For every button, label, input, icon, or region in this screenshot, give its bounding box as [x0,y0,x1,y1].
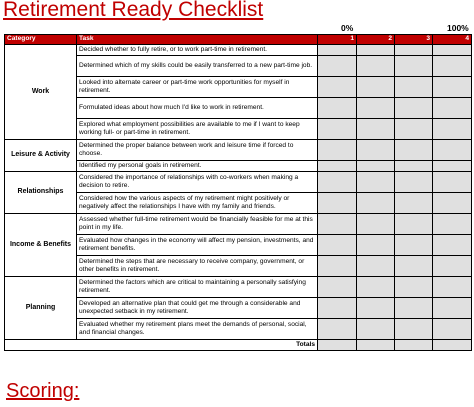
task-cell: Evaluated how changes in the economy will affect my pension, investments, and retirement benefits. [77,235,318,256]
score-cell-4[interactable] [433,161,472,172]
score-cell-4[interactable] [433,45,472,56]
header-col-4: 4 [433,35,472,45]
task-cell: Developed an alternative plan that could get me through a considerable and unexpected setback in my retirement. [77,298,318,319]
scoring-heading: Scoring: [6,380,80,402]
category-cell: Planning [5,277,77,340]
score-cell-1[interactable] [318,277,357,298]
score-cell-1[interactable] [318,319,357,340]
score-cell-2[interactable] [357,45,395,56]
header-col-3: 3 [395,35,433,45]
score-cell-4[interactable] [433,256,472,277]
totals-label: Totals [5,340,318,351]
total-cell-1[interactable] [318,340,357,351]
score-cell-1[interactable] [318,193,357,214]
score-cell-3[interactable] [395,193,433,214]
score-cell-1[interactable] [318,235,357,256]
score-cell-2[interactable] [357,319,395,340]
score-cell-4[interactable] [433,298,472,319]
table-row [5,140,472,161]
score-cell-3[interactable] [395,256,433,277]
task-cell: Formulated ideas about how much I'd like to work in retirement. [77,98,318,119]
totals-row [5,340,472,351]
score-cell-4[interactable] [433,193,472,214]
score-cell-2[interactable] [357,298,395,319]
category-cell: Leisure & Activity [5,140,77,172]
score-cell-4[interactable] [433,277,472,298]
score-cell-3[interactable] [395,235,433,256]
score-cell-3[interactable] [395,98,433,119]
score-cell-2[interactable] [357,235,395,256]
score-cell-1[interactable] [318,140,357,161]
task-cell: Identified my personal goals in retirement. [77,161,318,172]
score-cell-4[interactable] [433,77,472,98]
category-cell: Income & Benefits [5,214,77,277]
category-cell: Relationships [5,172,77,214]
score-cell-4[interactable] [433,119,472,140]
score-cell-3[interactable] [395,214,433,235]
task-cell: Considered the importance of relationships with co-workers when making a decision to retire. [77,172,318,193]
score-cell-4[interactable] [433,172,472,193]
score-cell-1[interactable] [318,119,357,140]
task-cell: Looked into alternate career or part-time work opportunities for myself in retirement. [77,77,318,98]
task-cell: Considered how the various aspects of my retirement might positively or negatively affect the relationships I have with my family and friends. [77,193,318,214]
score-cell-3[interactable] [395,161,433,172]
header-task: Task [77,35,318,45]
task-cell: Decided whether to fully retire, or to work part-time in retirement. [77,45,318,56]
category-cell: Work [5,45,77,140]
task-cell: Determined the proper balance between work and leisure time if forced to choose. [77,140,318,161]
score-cell-2[interactable] [357,277,395,298]
score-cell-3[interactable] [395,45,433,56]
score-cell-1[interactable] [318,98,357,119]
scale-low-label: 0% [341,23,354,33]
score-cell-2[interactable] [357,56,395,77]
total-cell-4[interactable] [433,340,472,351]
table-row [5,172,472,193]
score-cell-3[interactable] [395,140,433,161]
score-cell-2[interactable] [357,77,395,98]
score-cell-1[interactable] [318,161,357,172]
score-cell-3[interactable] [395,277,433,298]
score-cell-4[interactable] [433,140,472,161]
score-cell-1[interactable] [318,45,357,56]
table-row [5,277,472,298]
score-cell-4[interactable] [433,319,472,340]
task-cell: Explored what employment possibilities are available to me if I want to keep working full- or part-time in retirement. [77,119,318,140]
score-cell-4[interactable] [433,56,472,77]
total-cell-2[interactable] [357,340,395,351]
header-category: Category [5,35,77,45]
score-cell-3[interactable] [395,77,433,98]
score-cell-2[interactable] [357,256,395,277]
score-cell-1[interactable] [318,172,357,193]
score-cell-2[interactable] [357,140,395,161]
score-cell-3[interactable] [395,119,433,140]
table-row [5,45,472,56]
score-cell-4[interactable] [433,98,472,119]
score-cell-2[interactable] [357,161,395,172]
task-cell: Evaluated whether my retirement plans meet the demands of personal, social, and financial changes. [77,319,318,340]
score-cell-2[interactable] [357,193,395,214]
header-col-1: 1 [318,35,357,45]
page-title: Retirement Ready Checklist [3,0,264,21]
score-cell-4[interactable] [433,214,472,235]
score-cell-1[interactable] [318,256,357,277]
header-col-2: 2 [357,35,395,45]
checklist-table [4,34,472,351]
score-cell-4[interactable] [433,235,472,256]
task-cell: Determined which of my skills could be easily transferred to a new part-time job. [77,56,318,77]
score-cell-2[interactable] [357,98,395,119]
total-cell-3[interactable] [395,340,433,351]
score-cell-1[interactable] [318,77,357,98]
task-cell: Determined the factors which are critical to maintaining a personally satisfying retirement. [77,277,318,298]
score-cell-3[interactable] [395,172,433,193]
score-cell-2[interactable] [357,172,395,193]
task-cell: Determined the steps that are necessary to receive company, government, or other benefits in retirement. [77,256,318,277]
table-header-row [5,35,472,45]
task-cell: Assessed whether full-time retirement would be financially feasible for me at this point in my life. [77,214,318,235]
score-cell-2[interactable] [357,119,395,140]
score-cell-3[interactable] [395,319,433,340]
score-cell-2[interactable] [357,214,395,235]
score-cell-3[interactable] [395,56,433,77]
table-row [5,214,472,235]
scale-high-label: 100% [447,23,469,33]
score-cell-3[interactable] [395,298,433,319]
score-cell-1[interactable] [318,56,357,77]
score-cell-1[interactable] [318,298,357,319]
score-cell-1[interactable] [318,214,357,235]
